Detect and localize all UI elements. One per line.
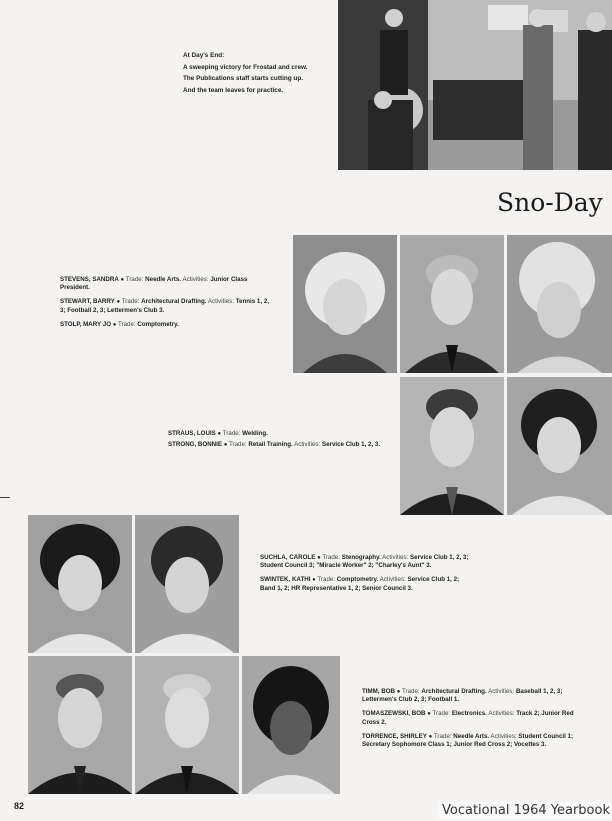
page-number: 82 — [14, 801, 25, 811]
student-entries-group-2 — [168, 430, 392, 455]
student-entry: STRAUS, LOUIS ● Trade: Welding. — [168, 430, 268, 437]
student-name: STRONG, BONNIE — [168, 441, 222, 449]
yearbook-label: Vocational 1964 Yearbook — [438, 802, 612, 819]
portrait-photo — [507, 235, 612, 373]
student-trade: Comptometry. — [137, 320, 179, 328]
student-entry: SWINTEK, KATHI ● Trade: Comptometry. Activities: Service Club 1, 2; Band 1, 2; HR Representative 1, 2; Senior Council 3. — [260, 576, 460, 592]
student-name: STEWART, BARRY — [60, 298, 115, 306]
trade-label: Trade: — [432, 710, 451, 718]
student-trade: Comptometry. — [336, 576, 379, 584]
student-name: SWINTEK, KATHI — [260, 576, 311, 584]
caption-line: At Day's End: — [183, 52, 225, 59]
trade-label: Trade: — [117, 320, 136, 328]
portrait-photo — [28, 515, 132, 653]
student-activities: Baseball 1, 2, 3; Lettermen's Club 2, 3; Football 1. — [362, 688, 563, 704]
student-entry: TIMM, BOB ● Trade: Architectural Drafting. Activities: Baseball 1, 2, 3; Lettermen's Club 2, 3; Football 1. — [362, 688, 563, 704]
caption-line: And the team leaves for practice. — [183, 86, 284, 94]
portrait-photo — [135, 656, 239, 794]
trade-label: Trade: — [228, 441, 247, 449]
student-entry: STRONG, BONNIE ● Trade: Retail Training. Activities: Service Club 1, 2, 3. — [168, 441, 381, 449]
caption-line: A sweeping victory for Frostad and crew. — [183, 63, 308, 71]
student-trade: Needle Arts. — [145, 276, 182, 283]
student-name: STRAUS, LOUIS — [168, 430, 216, 437]
activities-label: Activities: — [490, 732, 517, 740]
trade-label: Trade: — [222, 430, 241, 437]
portrait-photo — [507, 377, 612, 515]
student-name: STEVENS, SANDRA — [60, 276, 119, 283]
student-trade: Retail Training. — [248, 441, 293, 449]
student-entries-group-4 — [362, 688, 574, 755]
student-trade: Welding. — [242, 430, 268, 437]
student-entry: SUCHLA, CAROLE ● Trade: Stenography. Activities: Service Club 1, 2, 3; Student Council 3; "Miracle Worker" 2; "Charley's Aunt" 3. — [260, 554, 469, 570]
portrait-photo — [135, 515, 239, 653]
activities-label: Activities: — [182, 276, 209, 283]
activities-label: Activities: — [207, 298, 234, 306]
trade-label: Trade: — [401, 688, 420, 695]
portrait-photo — [293, 235, 397, 373]
student-entries-group-1 — [60, 276, 272, 335]
portrait-photo — [400, 377, 504, 515]
trade-label: Trade: — [125, 276, 144, 283]
student-trade: Electronics. — [451, 710, 487, 718]
student-entry: TORRENCE, SHIRLEY ● Trade: Needle Arts. Activities: Student Council 1; Secretary Sophomore Class 1; Junior Red Cross 2; Vocettes 3. — [362, 732, 574, 749]
portrait-photo — [242, 656, 340, 794]
student-activities: Service Club 1, 2, 3. — [321, 441, 381, 449]
student-trade: Stenography. — [341, 554, 381, 561]
candid-photo — [338, 0, 612, 170]
trade-label: Trade: — [317, 576, 336, 584]
student-name: STOLP, MARY JO — [60, 320, 112, 328]
activities-label: Activities: — [294, 441, 321, 449]
student-name: TOMASZEWSKI, BOB — [362, 710, 426, 718]
student-entries-group-3 — [260, 554, 472, 599]
student-name: TORRENCE, SHIRLEY — [362, 732, 427, 740]
section-title: Sno-Day — [497, 188, 603, 217]
student-trade: Architectural Drafting. — [141, 298, 207, 306]
caption-line: The Publications staff starts cutting up. — [183, 75, 304, 82]
student-name: TIMM, BOB — [362, 688, 395, 695]
student-trade: Needle Arts. — [453, 732, 490, 740]
student-entry: STEVENS, SANDRA ● Trade: Needle Arts. Activities: Junior Class President. — [60, 276, 248, 292]
student-activities: Student Council 1; Secretary Sophomore Class 1; Junior Red Cross 2; Vocettes 3. — [362, 732, 574, 749]
student-name: SUCHLA, CAROLE — [260, 554, 316, 561]
activities-label: Activities: — [488, 688, 515, 695]
photo-caption — [183, 50, 308, 96]
student-activities: Junior Class President. — [60, 276, 248, 292]
portrait-photo — [400, 235, 504, 373]
trade-label: Trade: — [433, 732, 452, 740]
student-entry: STEWART, BARRY ● Trade: Architectural Drafting. Activities: Tennis 1, 2, 3; Football 2, 3; Lettermen's Club 3. — [60, 298, 269, 314]
activities-label: Activities: — [382, 554, 409, 561]
student-activities: Service Club 1, 2, 3; Student Council 3; "Miracle Worker" 2; "Charley's Aunt" 3. — [260, 554, 469, 570]
portrait-photo — [28, 656, 132, 794]
student-activities: Tennis 1, 2, 3; Football 2, 3; Lettermen's Club 3. — [60, 298, 269, 314]
activities-label: Activities: — [379, 576, 406, 584]
student-activities: Track 2; Junior Red Cross 2. — [362, 710, 574, 726]
student-activities: Service Club 1, 2; Band 1, 2; HR Representative 1, 2; Senior Council 3. — [260, 576, 460, 592]
student-entry: TOMASZEWSKI, BOB ● Trade: Electronics. Activities: Track 2; Junior Red Cross 2. — [362, 710, 574, 726]
activities-label: Activities: — [488, 710, 515, 718]
trade-label: Trade: — [322, 554, 340, 561]
student-entry: STOLP, MARY JO ● Trade: Comptometry. — [60, 320, 179, 328]
student-trade: Architectural Drafting. — [421, 688, 487, 695]
trade-label: Trade: — [121, 298, 140, 306]
margin-dash — [0, 497, 10, 498]
